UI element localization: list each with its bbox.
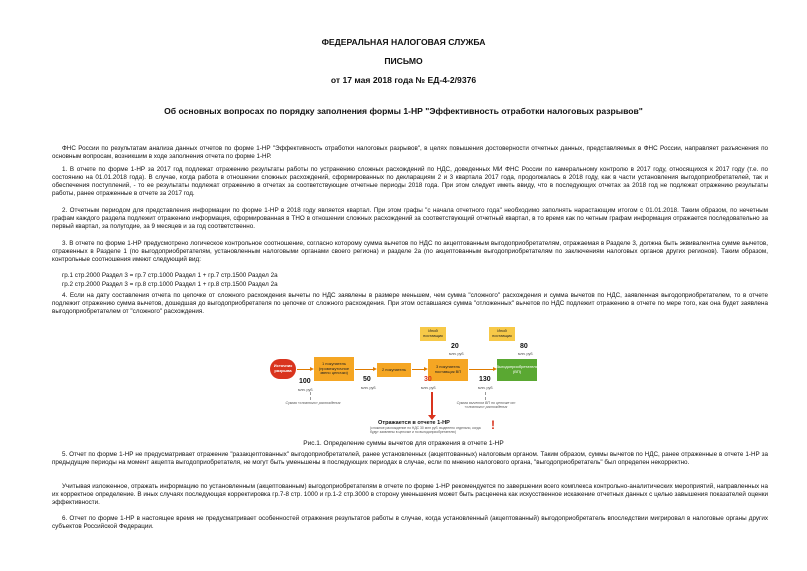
paragraph-5: 5. Отчет по форме 1-НР не предусматривает отражение "разакцептованных" выгодоприобретателей, ранее установленных (акцептованных) налоговым органом. Таким образом, суммы вычетов по НДС, ранее отраженные в отчете 1-НР за предыдущие периоды на момент акцепта выгодоприобретателя, не могут быть уменьшены в последующих периодах в случае, если по мнению налогового органа, "выгодоприобретатель" был определен некорректно. (52, 451, 768, 466)
flow-arrow (297, 369, 310, 370)
org-title: ФЕДЕРАЛЬНАЯ НАЛОГОВАЯ СЛУЖБА (321, 37, 486, 47)
formula-1: гр.1 стр.2000 Раздел 3 = гр.7 стр.1000 Раздел 1 + гр.7 стр.1500 Раздел 2а (62, 272, 278, 279)
figure-caption: Рис.1. Определение суммы вычетов для отражения в отчете 1-НР (303, 440, 504, 447)
paragraph-5-cont: Учитывая изложенное, отражать информацию по установленным (акцептованным) выгодоприобретателям в отчете по форме 1-НР рекомендуется по завершении всего комплекса контрольно-аналитических мероприятий, направленных на их корректное определение. В иных случаях последующая корректировка гр.7-8 стр. 1000 и гр.1-2 стр.3000 в сторону уменьшения может быть расценена как искусственное искажение отчетных данных с целью завышения показателей оценки эффективности. (52, 483, 768, 506)
value-100: 100 (299, 378, 311, 385)
paragraph-6: 6. Отчет по форме 1-НР в настоящее время не предусматривает особенностей отражения результатов работы в случае, когда установленный (акцептованный) выгодоприобретатель впоследствии мигрировал в налоговые органы других субъектов Российской Федерации. (52, 515, 768, 530)
result-title: Отражается в отчете 1-НР (378, 420, 450, 426)
warning-icon: ! (491, 418, 495, 432)
paragraph-3: 3. В отчете по форме 1-НР предусмотрено логическое контрольное соотношение, согласно которому сумма вычетов по НДС по акцептованным выгодоприобретателям, отражаемая в Разделе 3, должна быть эквивалентна сумме вычетов, отраженных в Разделе 1 (по выгодоприобретателям, установленным налоговыми органами своего региона) и разделе 2а (по акцептованным выгодоприобретателям по заключениям налоговых органов других регионов). Таким образом, контрольные соотношения имеют следующий вид: (52, 240, 768, 263)
node-buyer-1: 1 покупатель (промежуточное звено цепочки) (314, 357, 354, 381)
other-supplier-1: Иной поставщик (420, 327, 446, 341)
unit-label: млн. руб. (518, 352, 534, 356)
node-buyer-2: 2 покупатель (377, 363, 411, 377)
beneficiary-note: Сумма вычетов ВП по цепочке от «сложного» расхождения (456, 401, 516, 409)
unit-label: млн. руб. (298, 388, 314, 392)
unit-label: млн. руб. (361, 386, 377, 390)
node-buyer-3: 3 покупатель поставщик ВП (428, 359, 468, 381)
unit-label: млн. руб. (478, 386, 494, 390)
value-50: 50 (363, 376, 371, 383)
other-supplier-2: Иной поставщик (489, 327, 515, 341)
subject-title: Об основных вопросах по порядку заполнения формы 1-НР "Эффективность отработки налоговых разрывов" (164, 106, 643, 116)
value-130: 130 (479, 376, 491, 383)
formula-2: гр.2 стр.2000 Раздел 3 = гр.8 стр.1000 Раздел 1 + гр.8 стр.1500 Раздел 2а (62, 281, 278, 288)
flow-arrow (412, 369, 424, 370)
flow-arrow (355, 369, 373, 370)
flow-arrow (469, 369, 493, 370)
source-node: Источник разрыва (270, 359, 296, 379)
unit-label: млн. руб. (421, 386, 437, 390)
doc-type: ПИСЬМО (384, 56, 423, 66)
unit-label: млн. руб. (449, 352, 465, 356)
paragraph-2: 2. Отчетным периодом для представления информации по форме 1-НР в 2018 году является квартал. При этом графы "с начала отчетного года" необходимо заполнять нарастающим итогом с 01.01.2018. Таким образом, по нечетным графам каждого раздела подлежит отражению информация, сформированная в ТНО в отношении сложных расхождений за соответствующий отчетный квартал, в то время как по четным графам информация отражается последовательно за первый квартал, за полугодие, за 9 месяцев и за год соответственно. (52, 207, 768, 230)
dashed-line (310, 392, 311, 400)
paragraph-4: 4. Если на дату составления отчета по цепочке от сложного расхождения вычеты по НДС заявлены в размере меньшем, чем сумма "сложного" расхождения и сумма вычетов по НДС, заявленная выгодоприобретателем, то в отчете подлежит отражению сумма вычетов, дошедшая до выгодоприобретателя по цепочке от сложного расхождения. При этом оставшаяся сумма "отложенных" вычетов по НДС подлежит отражению в отчете по мере того, как она будет заявлена выгодоприобретателем от "сложного" расхождения. (52, 292, 768, 315)
dashed-line (485, 392, 486, 400)
value-80: 80 (520, 343, 528, 350)
intro-paragraph: ФНС России по результатам анализа данных отчетов по форме 1-НР "Эффективность отработки налоговых разрывов", в целях повышения достоверности отчетных данных, представляемых в ФНС России, направляет разъяснения по основным вопросам, возникшим в ходе заполнения отчета по форме 1-НР. (52, 145, 768, 160)
value-30: 30 (424, 376, 432, 383)
result-subtitle: (сложное расхождение по НДС 30 млн руб. выделено отдельно, когда будут заявлены в цепочке и по выгодоприобретателю) (370, 426, 481, 434)
beneficiary-node: Выгодоприобретатель (ВП) (497, 359, 537, 381)
date-number: от 17 мая 2018 года № ЕД-4-2/9376 (330, 75, 477, 85)
value-20: 20 (451, 343, 459, 350)
gap-note: Сумма «сложного» расхождения (285, 401, 341, 405)
result-arrow-shaft (431, 392, 433, 416)
paragraph-1: 1. В отчете по форме 1-НР за 2017 год подлежат отражению результаты работы по устранению сложных расхождений по НДС, доведенных МИ ФНС России по камеральному контролю в 2017 году, относящихся к 2017 году (т.е. по состоянию на 01.01.2018 года). В случае, когда работа в отношении сложных расхождений, сформированных по декларациям 2 и 3 квартала 2017 года, продолжалась в 2018 году, как в части установления выгодоприобретателей, так и обеспечения поступлений, - то ее результаты подлежат отражению в отчетах за соответствующие отчетные периоды 2018 года. При этом следует иметь ввиду, что в последующих отчетах за 2018 год не подлежат отражению результаты работы, ранее отраженные в отчете за 2017 год. (52, 166, 768, 197)
